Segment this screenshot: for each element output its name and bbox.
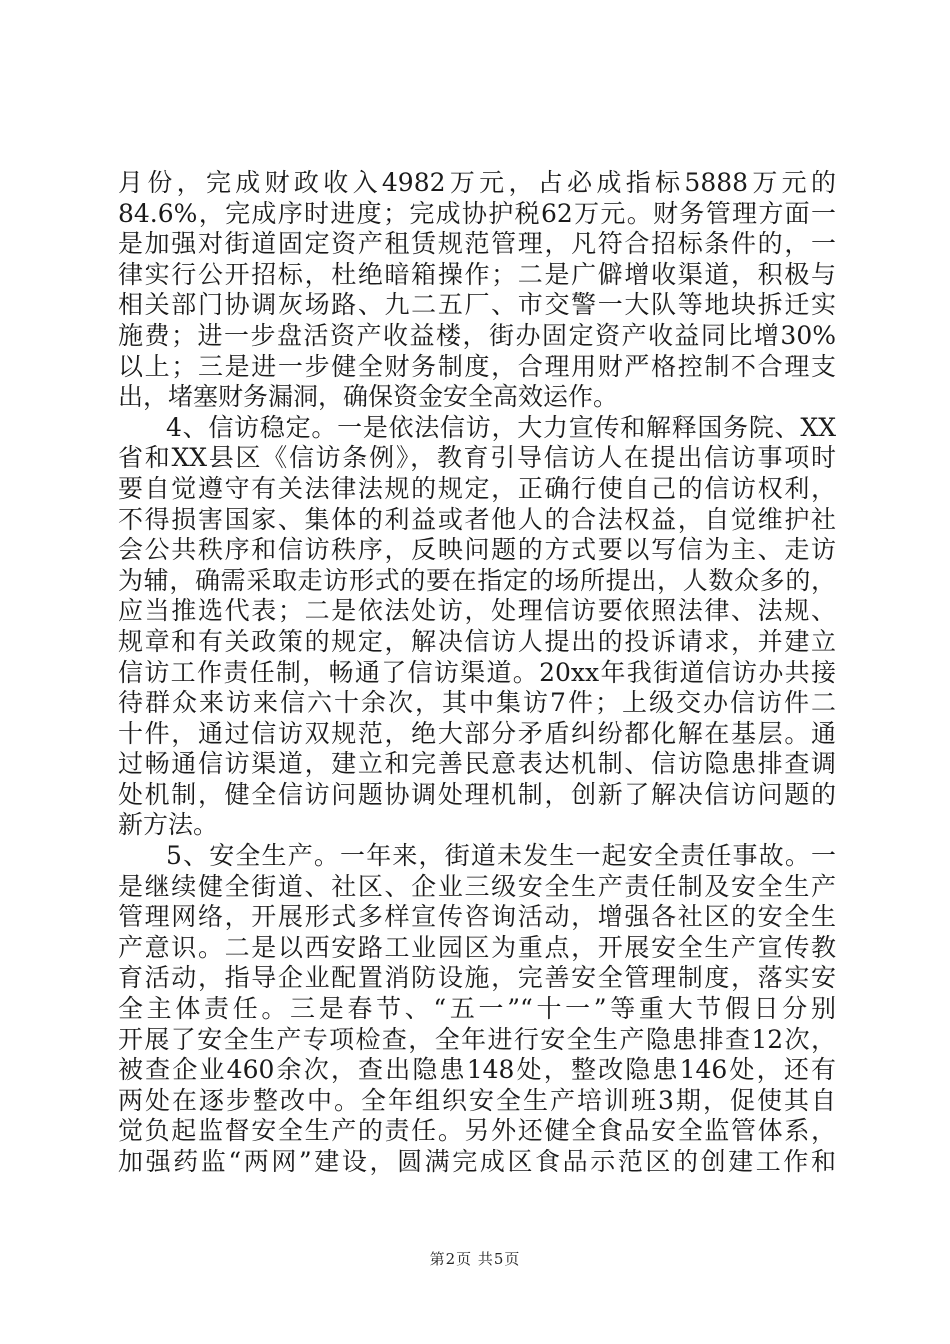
text-line: 为辅，确需采取走访形式的要在指定的场所提出，人数众多的， — [118, 565, 836, 595]
text-line: 会公共秩序和信访秩序，反映问题的方式要以写信为主、走访 — [118, 535, 836, 565]
text-line: 新方法。 — [118, 810, 219, 840]
text-line: 5、安全生产。一年来，街道未发生一起安全责任事故。一 — [166, 841, 836, 871]
text-line: 施费；进一步盘活资产收益楼，街办固定资产收益同比增30% — [118, 320, 836, 350]
text-line: 是加强对街道固定资产租赁规范管理，凡符合招标条件的，一 — [118, 229, 836, 259]
text-line: 信访工作责任制，畅通了信访渠道。20xx年我街道信访办共接 — [118, 657, 836, 687]
text-line: 4、信访稳定。一是依法信访，大力宣传和解释国务院、XX — [166, 412, 836, 442]
text-line: 要自觉遵守有关法律法规的规定，正确行使自己的信访权利， — [118, 473, 836, 503]
text-line: 过畅通信访渠道，建立和完善民意表达机制、信访隐患排查调 — [118, 749, 836, 779]
text-line: 省和XX县区《信访条例》，教育引导信访人在提出信访事项时 — [118, 443, 836, 473]
page-number-footer: 第2页 共5页 — [429, 1250, 521, 1268]
text-line: 觉负起监督安全生产的责任。另外还健全食品安全监管体系， — [118, 1116, 836, 1146]
text-line: 月份，完成财政收入4982万元，占必成指标5888万元的 — [118, 168, 836, 197]
text-line: 出，堵塞财务漏洞，确保资金安全高效运作。 — [118, 382, 619, 412]
text-line: 产意识。二是以西安路工业园区为重点，开展安全生产宣传教 — [118, 932, 836, 962]
text-line: 律实行公开招标，杜绝暗箱操作；二是广僻增收渠道，积极与 — [118, 259, 836, 289]
text-line: 以上；三是进一步健全财务制度，合理用财严格控制不合理支 — [118, 351, 836, 381]
text-line: 全主体责任。三是春节、“五一”“十一”等重大节假日分别 — [118, 994, 836, 1024]
text-line: 加强药监“两网”建设，圆满完成区食品示范区的创建工作和 — [118, 1147, 836, 1176]
text-line: 被查企业460余次，查出隐患148处，整改隐患146处，还有 — [118, 1055, 836, 1085]
text-line: 十件，通过信访双规范，绝大部分矛盾纠纷都化解在基层。通 — [118, 718, 836, 748]
text-line: 不得损害国家、集体的利益或者他人的合法权益，自觉维护社 — [118, 504, 836, 534]
text-line: 相关部门协调灰场路、九二五厂、市交警一大队等地块拆迁实 — [118, 290, 836, 320]
text-line: 应当推选代表；二是依法处访，处理信访要依照法律、法规、 — [118, 596, 836, 626]
text-line: 处机制，健全信访问题协调处理机制，创新了解决信访问题的 — [118, 779, 836, 809]
text-line: 管理网络，开展形式多样宣传咨询活动，增强各社区的安全生 — [118, 902, 836, 932]
text-line: 两处在逐步整改中。全年组织安全生产培训班3期，促使其自 — [118, 1085, 836, 1115]
text-line: 规章和有关政策的规定，解决信访人提出的投诉请求，并建立 — [118, 626, 836, 656]
text-line: 育活动，指导企业配置消防设施，完善安全管理制度，落实安 — [118, 963, 836, 993]
text-line: 待群众来访来信六十余次，其中集访7件；上级交办信访件二 — [118, 688, 836, 718]
text-line: 是继续健全街道、社区、企业三级安全生产责任制及安全生产 — [118, 871, 836, 901]
text-line: 84.6%，完成序时进度；完成协护税62万元。财务管理方面一 — [118, 198, 836, 228]
document-body — [118, 168, 836, 1178]
text-line: 开展了安全生产专项检查，全年进行安全生产隐患排查12次， — [118, 1024, 836, 1054]
